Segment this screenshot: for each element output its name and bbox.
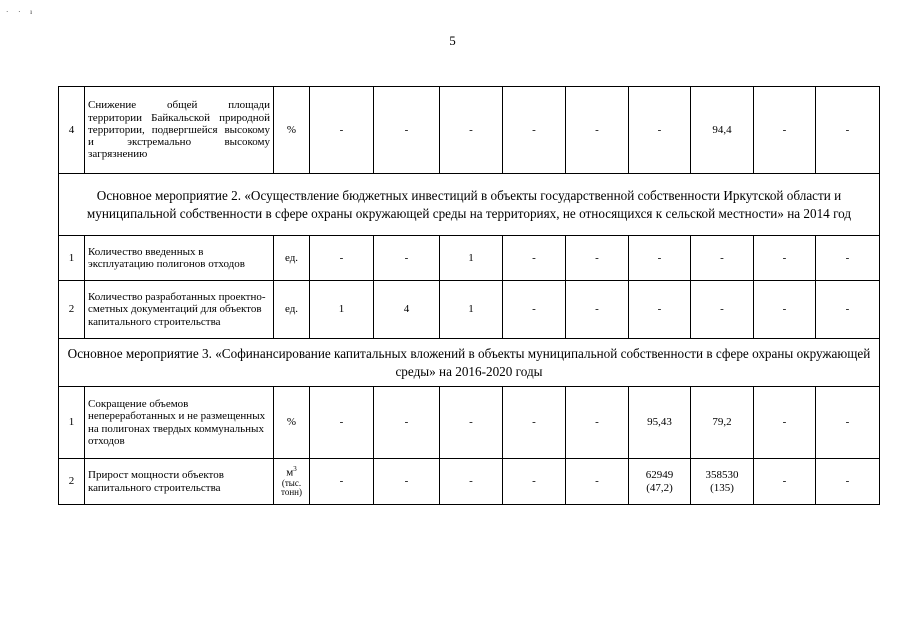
value-cell: -	[754, 87, 816, 174]
value-cell: -	[754, 236, 816, 281]
scan-corner-marks: · · ı	[6, 8, 37, 16]
indicators-table	[58, 86, 880, 505]
unit-cell: %	[274, 387, 310, 459]
indicator-name: Количество разработанных проектно-сметных документаций для объектов капитального строительства	[85, 281, 274, 339]
section-header-row	[59, 174, 880, 236]
value-cell: -	[503, 387, 566, 459]
value-cell: -	[691, 236, 754, 281]
table-row	[59, 459, 880, 505]
value-cell: 62949 (47,2)	[629, 459, 691, 505]
unit-superscript: 3	[293, 464, 297, 473]
row-number: 2	[59, 281, 85, 339]
value-cell: -	[566, 459, 629, 505]
value-cell: -	[816, 281, 880, 339]
section-header: Основное мероприятие 3. «Софинансирование капитальных вложений в объекты муниципальной собственности в сфере охраны окружающей среды» на 2016-2020 годы	[59, 339, 880, 387]
value-cell: -	[629, 281, 691, 339]
value-cell: -	[816, 236, 880, 281]
value-cell: -	[629, 87, 691, 174]
value-cell: 95,43	[629, 387, 691, 459]
value-cell: 94,4	[691, 87, 754, 174]
value-cell: -	[503, 459, 566, 505]
value-cell: 4	[374, 281, 440, 339]
value-cell: -	[440, 459, 503, 505]
value-cell: 1	[440, 281, 503, 339]
unit-cell	[274, 459, 310, 505]
unit-cell: %	[274, 87, 310, 174]
row-number: 1	[59, 236, 85, 281]
value-cell: -	[503, 236, 566, 281]
row-number: 2	[59, 459, 85, 505]
value-cell: -	[629, 236, 691, 281]
value-cell: -	[566, 281, 629, 339]
value-cell: -	[566, 87, 629, 174]
value-cell: -	[754, 459, 816, 505]
unit-cell: ед.	[274, 281, 310, 339]
value-cell: -	[566, 236, 629, 281]
indicator-name: Прирост мощности объектов капитального строительства	[85, 459, 274, 505]
value-cell: 358530 (135)	[691, 459, 754, 505]
value-cell: -	[310, 387, 374, 459]
table-row	[59, 281, 880, 339]
value-cell: -	[374, 87, 440, 174]
section-header: Основное мероприятие 2. «Осуществление бюджетных инвестиций в объекты государственной собственности Иркутской области и муниципальной собственности в сфере охраны окружающей среды на территориях, не относящихся к сельской местности» на 2014 год	[59, 174, 880, 236]
row-number: 1	[59, 387, 85, 459]
value-cell: -	[374, 459, 440, 505]
unit-main: м	[286, 466, 294, 479]
value-cell: -	[310, 459, 374, 505]
value-cell: -	[503, 87, 566, 174]
indicator-name: Количество введенных в эксплуатацию полигонов отходов	[85, 236, 274, 281]
unit-cell: ед.	[274, 236, 310, 281]
value-cell: 1	[310, 281, 374, 339]
value-cell: -	[440, 387, 503, 459]
value-cell: 79,2	[691, 387, 754, 459]
value-cell: -	[374, 387, 440, 459]
value-cell: -	[691, 281, 754, 339]
value-cell: -	[754, 387, 816, 459]
indicator-name: Сокращение объемов непереработанных и не размещенных на полигонах твердых коммунальных отходов	[85, 387, 274, 459]
value-cell: -	[816, 387, 880, 459]
value-cell: -	[816, 87, 880, 174]
section-header-row	[59, 339, 880, 387]
value-cell: -	[754, 281, 816, 339]
value-cell: -	[374, 236, 440, 281]
table-row	[59, 236, 880, 281]
value-cell: -	[816, 459, 880, 505]
row-number: 4	[59, 87, 85, 174]
value-cell: -	[440, 87, 503, 174]
value-cell: -	[566, 387, 629, 459]
table-row	[59, 87, 880, 174]
value-cell: -	[310, 87, 374, 174]
page-number: 5	[449, 33, 456, 48]
value-cell: -	[503, 281, 566, 339]
value-cell: -	[310, 236, 374, 281]
table-row	[59, 387, 880, 459]
indicator-name: Снижение общей площади территории Байкальской природной территории, подвергшейся высокому и экстремально высокому загрязнению	[85, 87, 274, 174]
value-cell: 1	[440, 236, 503, 281]
unit-sub: (тыс. тонн)	[281, 477, 302, 497]
